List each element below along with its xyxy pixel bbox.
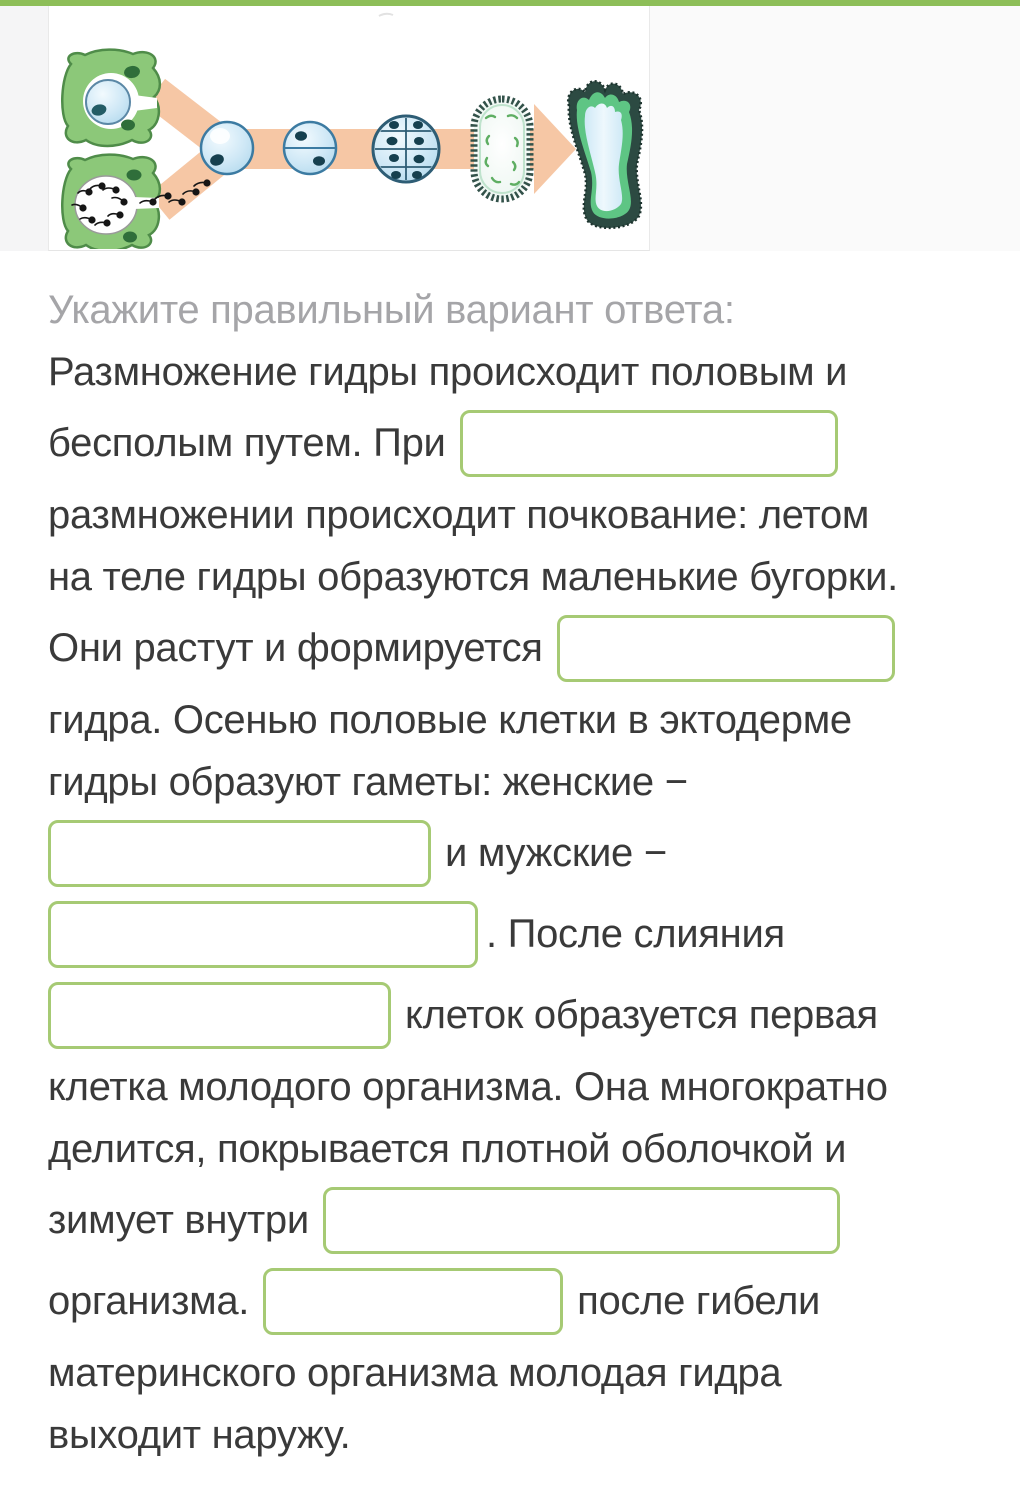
egg-cell-in-ectoderm-icon bbox=[62, 50, 160, 146]
two-cell-stage-icon bbox=[284, 122, 336, 174]
text-segment: клетка молодого организма. Она многократно bbox=[48, 1064, 888, 1109]
text-line bbox=[48, 1118, 1000, 1180]
text-line bbox=[48, 341, 1000, 403]
text-segment: организма. bbox=[48, 1279, 250, 1323]
answer-input-7[interactable] bbox=[263, 1268, 563, 1335]
answer-input-5[interactable] bbox=[48, 982, 391, 1049]
text-segment: материнского организма молодая гидра bbox=[48, 1350, 782, 1395]
text-line bbox=[48, 751, 1000, 813]
text-line bbox=[48, 894, 1000, 975]
text-segment: после гибели bbox=[577, 1279, 821, 1323]
scan-artifact bbox=[379, 14, 393, 16]
text-line bbox=[48, 1342, 1000, 1404]
text-segment: клеток образуется первая bbox=[405, 993, 878, 1037]
text-segment: зимует внутри bbox=[48, 1198, 309, 1242]
text-line bbox=[48, 975, 1000, 1056]
text-segment: выходит наружу. bbox=[48, 1412, 351, 1457]
text-segment: размножении происходит почкование: летом bbox=[48, 492, 870, 537]
text-segment: . После слияния bbox=[486, 912, 785, 956]
figure-gutter-left bbox=[0, 6, 48, 251]
text-line bbox=[48, 813, 1000, 894]
text-line bbox=[48, 546, 1000, 608]
figure-row bbox=[0, 6, 1020, 251]
hydra-reproduction-diagram bbox=[49, 6, 649, 249]
text-segment: гидры образуют гаметы: женские − bbox=[48, 759, 688, 804]
text-line bbox=[48, 608, 1000, 689]
blastula-icon bbox=[373, 116, 439, 182]
text-segment: и мужские − bbox=[445, 831, 667, 875]
question-body bbox=[0, 251, 1020, 1466]
answer-input-2[interactable] bbox=[557, 615, 895, 682]
zygote-icon bbox=[201, 122, 253, 174]
answer-input-3[interactable] bbox=[48, 820, 431, 887]
embryo-in-shell-icon bbox=[474, 99, 530, 199]
figure-gutter-right bbox=[650, 6, 1020, 251]
answer-input-1[interactable] bbox=[460, 410, 838, 477]
text-line bbox=[48, 1056, 1000, 1118]
young-hydra-icon bbox=[568, 81, 642, 228]
text-segment: Размножение гидры происходит половым и bbox=[48, 349, 848, 394]
hydra-reproduction-figure bbox=[48, 6, 650, 251]
text-segment: Они растут и формируется bbox=[48, 626, 543, 670]
text-line bbox=[48, 1404, 1000, 1466]
answer-input-4[interactable] bbox=[48, 901, 478, 968]
answer-input-6[interactable] bbox=[323, 1187, 840, 1254]
text-segment: делится, покрывается плотной оболочкой и bbox=[48, 1126, 847, 1171]
prompt-label: Укажите правильный вариант ответа: bbox=[48, 287, 735, 332]
text-line bbox=[48, 1180, 1000, 1261]
text-segment: бесполым путем. При bbox=[48, 421, 446, 465]
text-line bbox=[48, 689, 1000, 751]
text-line bbox=[48, 403, 1000, 484]
text-line bbox=[48, 484, 1000, 546]
text-segment: на теле гидры образуются маленькие бугорки. bbox=[48, 554, 898, 599]
text-segment: гидра. Осенью половые клетки в эктодерме bbox=[48, 697, 852, 742]
text-line bbox=[48, 1261, 1000, 1342]
